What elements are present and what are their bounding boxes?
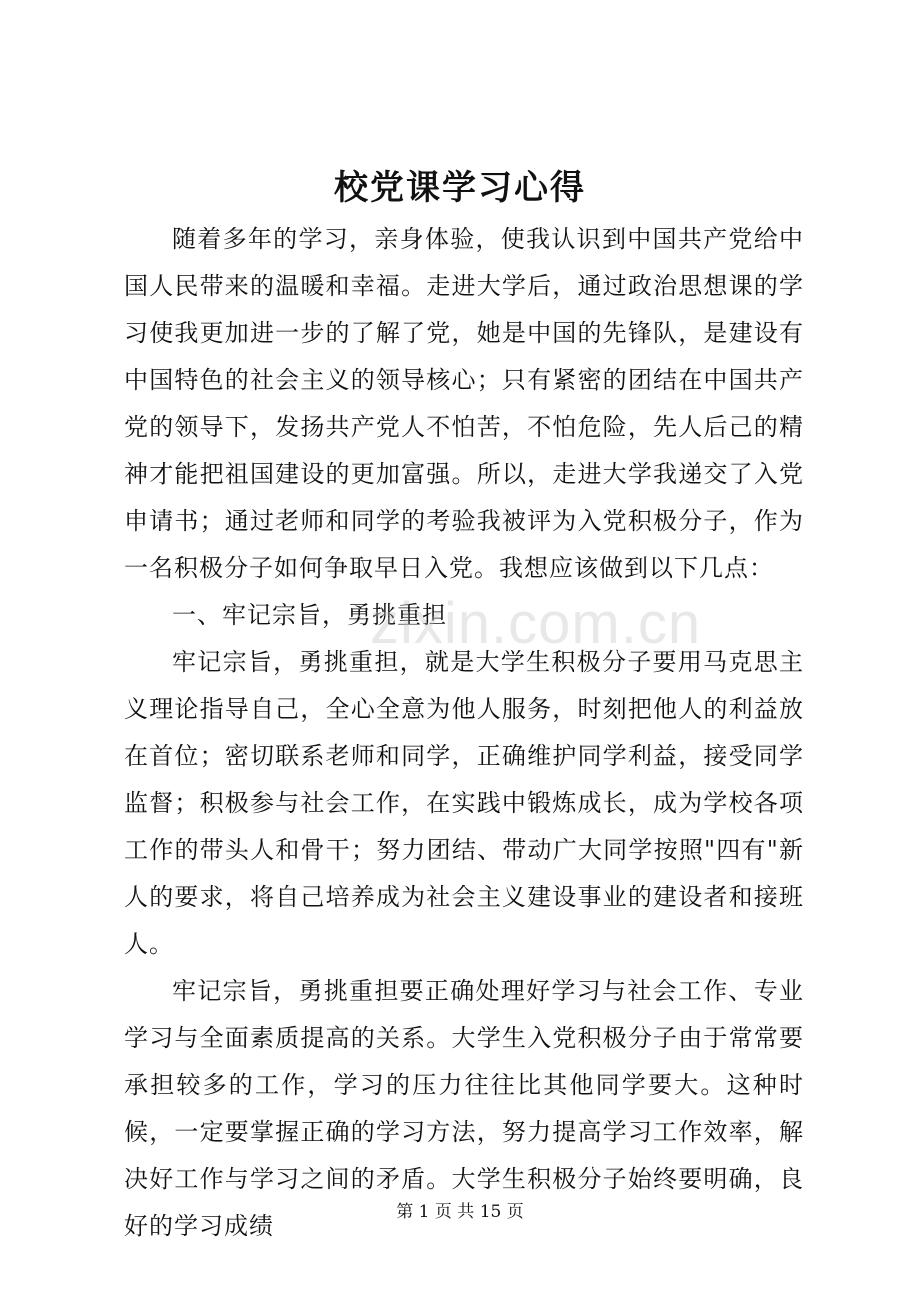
section-heading: 一、牢记宗旨，勇挑重担 (172, 601, 447, 629)
document-body (124, 216, 804, 1250)
document-title: 校党课学习心得 (334, 168, 586, 208)
page-footer: 第 1 页 共 15 页 (396, 1202, 524, 1222)
paragraph-body: 牢记宗旨，勇挑重担，就是大学生积极分子要用马克思主义理论指导自己，全心全意为他人服务，时刻把他人的利益放在首位；密切联系老师和同学，正确维护同学利益，接受同学监督；积极参与社会工作，在实践中锻炼成长，成为学校各项工作的带头人和骨干；努力团结、带动广大同学按照"四有"新人的要求，将自己培养成为社会主义建设事业的建设者和接班人。 (124, 648, 804, 958)
paragraph-intro: 随着多年的学习，亲身体验，使我认识到中国共产党给中国人民带来的温暖和幸福。走进大学后，通过政治思想课的学习使我更加进一步的了解了党，她是中国的先锋队，是建设有中国特色的社会主义的领导核心；只有紧密的团结在中国共产党的领导下，发扬共产党人不怕苦，不怕危险，先人后己的精神才能把祖国建设的更加富强。所以，走进大学我递交了入党申请书；通过老师和同学的考验我被评为入党积极分子，作为一名积极分子如何争取早日入党。我想应该做到以下几点： (124, 225, 804, 582)
watermark: zixin.com.cn (370, 591, 702, 656)
paragraph-body: 牢记宗旨，勇挑重担要正确处理好学习与社会工作、专业学习与全面素质提高的关系。大学生入党积极分子由于常常要承担较多的工作，学习的压力往往比其他同学要大。这种时候，一定要掌握正确的学习方法，努力提高学习工作效率，解决好工作与学习之间的矛盾。大学生积极分子始终要明确，良好的学习成绩 (124, 977, 804, 1240)
